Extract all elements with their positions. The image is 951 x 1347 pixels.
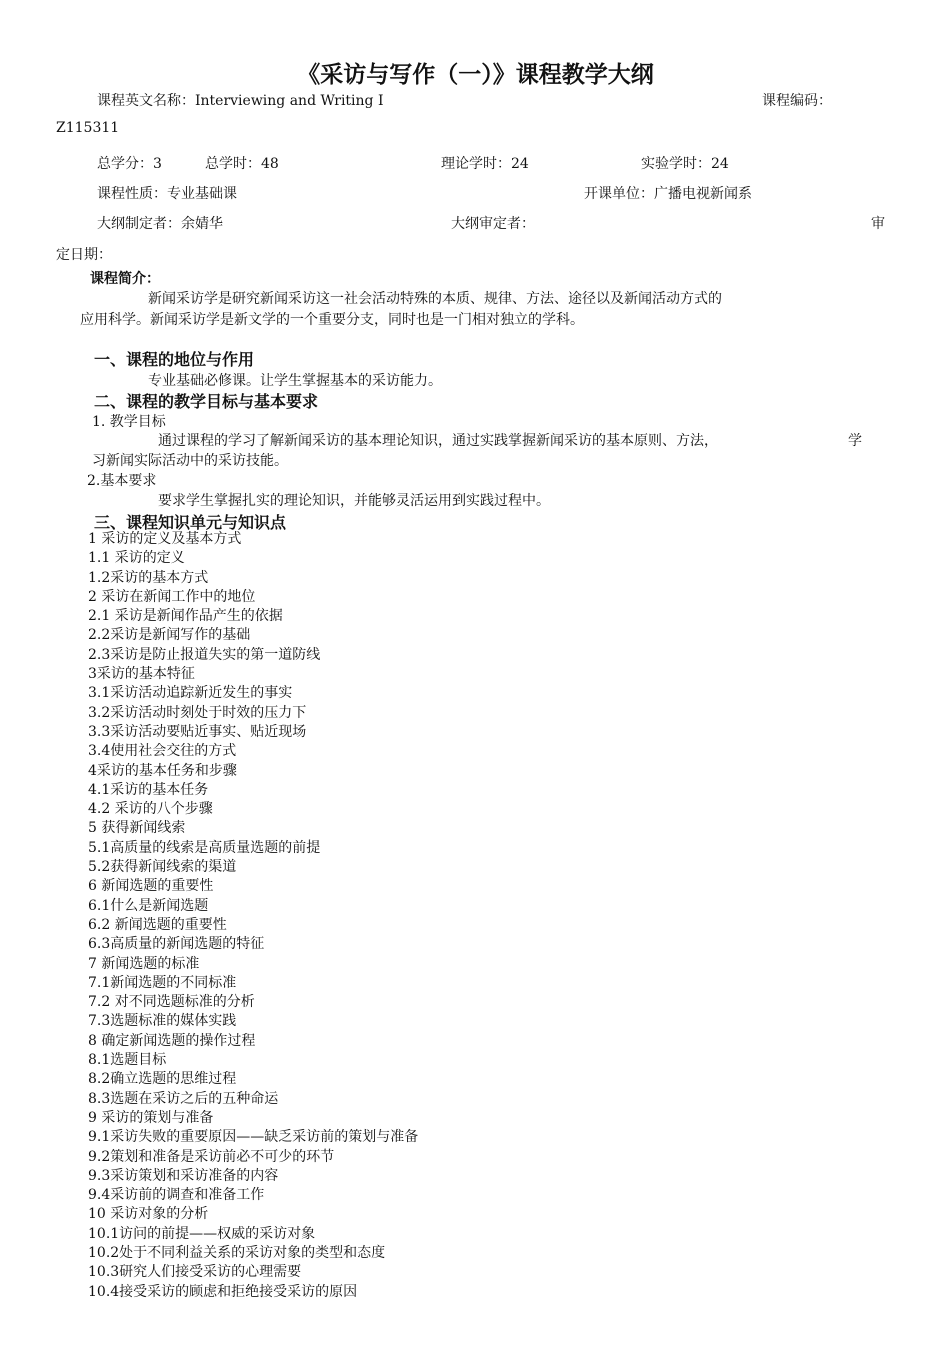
knowledge-unit-item: 2.3采访是防止报道失实的第一道防线 — [88, 646, 321, 663]
knowledge-unit-item: 1.2采访的基本方式 — [88, 569, 209, 586]
knowledge-unit-item: 6.1什么是新闻选题 — [88, 897, 209, 914]
total-hours: 总学时：48 — [205, 156, 279, 172]
course-code-value: Z115311 — [56, 120, 120, 136]
knowledge-unit-item: 7.1新闻选题的不同标准 — [88, 974, 237, 991]
knowledge-unit-item: 1.1 采访的定义 — [88, 550, 185, 567]
knowledge-unit-item: 6.2 新闻选题的重要性 — [88, 916, 227, 933]
knowledge-unit-item: 5.1高质量的线索是高质量选题的前提 — [88, 839, 321, 856]
basic-requirement-text: 要求学生掌握扎实的理论知识，并能够灵活运用到实践过程中。 — [158, 493, 550, 509]
knowledge-unit-item: 8.3选题在采访之后的五种命运 — [88, 1090, 279, 1107]
section-1-text: 专业基础必修课。让学生掌握基本的采访能力。 — [148, 373, 442, 389]
knowledge-unit-item: 3.2采访活动时刻处于时效的压力下 — [88, 704, 307, 721]
knowledge-unit-item: 2 采访在新闻工作中的地位 — [88, 588, 256, 605]
section-2-heading: 二、课程的教学目标与基本要求 — [94, 392, 319, 411]
knowledge-unit-item: 3.1采访活动追踪新近发生的事实 — [88, 685, 293, 702]
knowledge-unit-item: 7.3选题标准的媒体实践 — [88, 1013, 237, 1030]
teaching-goal-label: 1. 教学目标 — [92, 414, 166, 430]
lab-hours: 实验学时：24 — [641, 156, 729, 172]
syllabus-reviewer: 大纲审定者： — [451, 216, 535, 232]
review-date-label-end: 定日期： — [56, 247, 112, 263]
knowledge-unit-item: 2.1 采访是新闻作品产生的依据 — [88, 608, 283, 625]
knowledge-unit-item: 4.1采访的基本任务 — [88, 781, 209, 798]
knowledge-unit-item: 10.4接受采访的顾虑和拒绝接受采访的原因 — [88, 1283, 358, 1300]
knowledge-unit-item: 2.2采访是新闻写作的基础 — [88, 627, 251, 644]
knowledge-unit-item: 5 获得新闻线索 — [88, 820, 186, 837]
knowledge-unit-item: 8.1选题目标 — [88, 1052, 167, 1069]
section-3-heading: 三、课程知识单元与知识点 — [94, 513, 287, 532]
knowledge-unit-list — [88, 530, 688, 1302]
english-name: 课程英文名称：Interviewing and Writing I — [97, 93, 384, 109]
page-title: 《采访与写作（一）》课程教学大纲 — [297, 62, 654, 88]
knowledge-unit-item: 10.2处于不同利益关系的采访对象的类型和态度 — [88, 1244, 386, 1261]
course-code-label: 课程编码： — [762, 93, 832, 109]
knowledge-unit-item: 10 采访对象的分析 — [88, 1206, 209, 1223]
knowledge-unit-item: 3.4使用社会交往的方式 — [88, 743, 237, 760]
knowledge-unit-item: 9.1采访失败的重要原因——缺乏采访前的策划与准备 — [88, 1129, 419, 1146]
teaching-goal-line-2: 习新闻实际活动中的采访技能。 — [92, 453, 288, 469]
knowledge-unit-item: 9 采访的策划与准备 — [88, 1109, 214, 1126]
theory-hours: 理论学时：24 — [441, 156, 529, 172]
knowledge-unit-item: 9.4采访前的调查和准备工作 — [88, 1187, 265, 1204]
intro-heading: 课程简介： — [90, 271, 160, 287]
section-1-heading: 一、课程的地位与作用 — [94, 350, 255, 369]
knowledge-unit-item: 10.3研究人们接受采访的心理需要 — [88, 1264, 302, 1281]
course-nature: 课程性质：专业基础课 — [97, 186, 237, 202]
knowledge-unit-item: 10.1访问的前提——权威的采访对象 — [88, 1225, 316, 1242]
knowledge-unit-item: 7.2 对不同选题标准的分析 — [88, 994, 255, 1011]
intro-line-1: 新闻采访学是研究新闻采访这一社会活动特殊的本质、规律、方法、途径以及新闻活动方式的 — [148, 291, 722, 307]
teaching-goal-line-1-tail: 学 — [848, 433, 862, 449]
knowledge-unit-item: 4采访的基本任务和步骤 — [88, 762, 237, 779]
knowledge-unit-item: 4.2 采访的八个步骤 — [88, 801, 213, 818]
teaching-goal-line-1: 通过课程的学习了解新闻采访的基本理论知识，通过实践掌握新闻采访的基本原则、方法， — [158, 433, 718, 449]
knowledge-unit-item: 1 采访的定义及基本方式 — [88, 531, 242, 547]
knowledge-unit-item: 3.3采访活动要贴近事实、贴近现场 — [88, 723, 307, 740]
knowledge-unit-item: 7 新闻选题的标准 — [88, 955, 200, 972]
knowledge-unit-item: 6.3高质量的新闻选题的特征 — [88, 936, 265, 953]
knowledge-unit-item: 9.2策划和准备是采访前必不可少的环节 — [88, 1148, 335, 1165]
department: 开课单位：广播电视新闻系 — [584, 186, 752, 202]
knowledge-unit-item: 3采访的基本特征 — [88, 666, 195, 683]
total-credits: 总学分：3 — [97, 156, 162, 172]
knowledge-unit-item: 5.2获得新闻线索的渠道 — [88, 859, 237, 876]
knowledge-unit-item: 8.2确立选题的思维过程 — [88, 1071, 237, 1088]
intro-line-2: 应用科学。新闻采访学是新文学的一个重要分支，同时也是一门相对独立的学科。 — [80, 312, 584, 328]
review-date-label-start: 审 — [871, 216, 885, 232]
knowledge-unit-item: 8 确定新闻选题的操作过程 — [88, 1032, 256, 1049]
basic-requirement-label: 2.基本要求 — [87, 473, 157, 489]
syllabus-author: 大纲制定者：余婧华 — [97, 216, 223, 232]
knowledge-unit-item: 6 新闻选题的重要性 — [88, 878, 214, 895]
knowledge-unit-item: 9.3采访策划和采访准备的内容 — [88, 1167, 279, 1184]
